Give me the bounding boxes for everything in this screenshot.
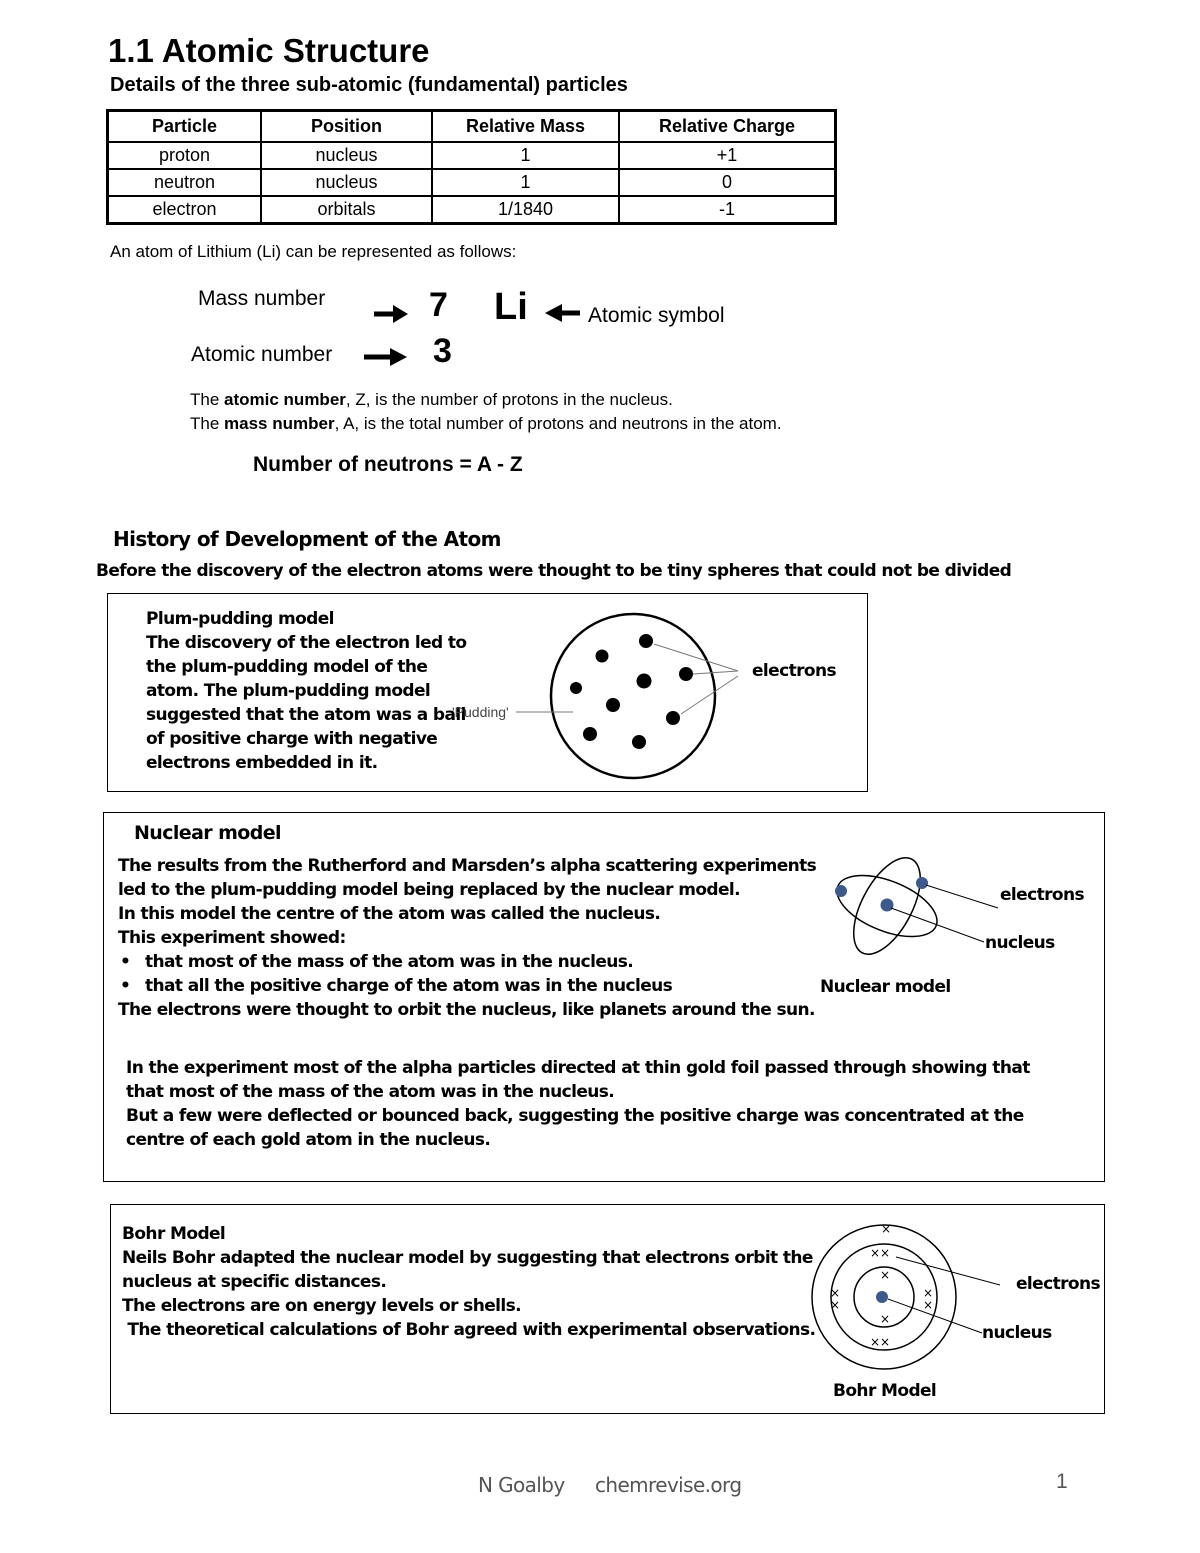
neutron-equation: Number of neutrons = A - Z xyxy=(253,453,523,476)
electron-dot xyxy=(835,885,847,897)
lithium-arrows xyxy=(0,0,1200,400)
svg-text:××: ×× xyxy=(869,1335,891,1349)
table-cell: 1 xyxy=(432,169,619,196)
atomic-number-label: Atomic number xyxy=(191,343,333,366)
nuclear-model-title: Nuclear model xyxy=(134,822,281,844)
atomic-symbol-label: Atomic symbol xyxy=(588,304,725,327)
table-cell: nucleus xyxy=(261,142,432,169)
table-cell: +1 xyxy=(619,142,836,169)
pointer-line xyxy=(888,1299,982,1333)
svg-text:××: ×× xyxy=(869,1246,891,1260)
atom-outline xyxy=(551,614,715,778)
pointer-line xyxy=(926,885,998,908)
page-subtitle: Details of the three sub-atomic (fundamental) particles xyxy=(110,74,628,96)
bohr-model-caption: Bohr Model xyxy=(833,1381,937,1401)
plum-pudding-diagram xyxy=(440,600,860,790)
column-header: Position xyxy=(261,111,432,143)
table-cell: electron xyxy=(108,196,262,224)
svg-text:×: × xyxy=(880,1222,892,1236)
electrons-label: electrons xyxy=(752,661,836,681)
page-number: 1 xyxy=(1056,1470,1068,1493)
nuclear-model-text: The results from the Rutherford and Marsden’s alpha scattering experiments led to the plum-pudding model being replaced by the nuclear model. In this model the centre of the atom was called the nucleus. This experiment showed: • that most of the mass of the atom was in the nucleus. • that all the positive charge of the atom was in the nucleus The electrons were thought to orbit the nucleus, like planets around the sun. xyxy=(118,854,816,1022)
nuclear-model-diagram xyxy=(810,840,1010,970)
footer-author: N Goalby xyxy=(478,1473,565,1497)
bohr-model-text: Bohr Model Neils Bohr adapted the nuclear model by suggesting that electrons orbit the nucleus at specific distances. The electrons are on energy levels or shells. The theoretical calculations of Bohr agreed with experimental observations. xyxy=(122,1224,816,1340)
history-intro: Before the discovery of the electron atoms were thought to be tiny spheres that could not be divided xyxy=(96,561,1012,581)
column-header: Particle xyxy=(108,111,262,143)
arrow-left-icon xyxy=(545,304,580,322)
table-cell: nucleus xyxy=(261,169,432,196)
arrow-right-icon xyxy=(364,348,407,366)
table-cell: orbitals xyxy=(261,196,432,224)
nuclear-model-caption: Nuclear model xyxy=(820,977,951,997)
arrow-right-icon xyxy=(374,305,408,323)
nuclear-bullets xyxy=(118,950,816,998)
electrons-label: electrons xyxy=(1016,1274,1100,1294)
mass-number-value: 7 xyxy=(429,286,448,324)
table-cell: neutron xyxy=(108,169,262,196)
mass-number-definition: The mass number, A, is the total number of protons and neutrons in the atom. xyxy=(190,414,782,433)
nucleus-label: nucleus xyxy=(982,1323,1052,1343)
svg-text:×: × xyxy=(829,1298,841,1312)
atomic-number-definition: The atomic number, Z, is the number of protons in the nucleus. xyxy=(190,390,673,409)
column-header: Relative Mass xyxy=(432,111,619,143)
nucleus-label: nucleus xyxy=(985,933,1055,953)
table-cell: 1 xyxy=(432,142,619,169)
experiment-text: In the experiment most of the alpha particles directed at thin gold foil passed through showing that that most of the mass of the atom was in the nucleus. But a few were deflected or bounced back, suggesting the positive charge was concentrated at the centre of each gold atom in the nucleus. xyxy=(126,1058,1030,1150)
atomic-symbol: Li xyxy=(494,286,528,328)
nucleus-dot xyxy=(881,899,894,912)
svg-text:×: × xyxy=(922,1286,934,1300)
electron-dots xyxy=(570,634,693,749)
electron-dot xyxy=(916,877,928,889)
electron-crosses xyxy=(830,1222,933,1349)
table-cell: -1 xyxy=(619,196,836,224)
table-cell: 0 xyxy=(619,169,836,196)
page-title: 1.1 Atomic Structure xyxy=(108,32,430,69)
table-cell: 1/1840 xyxy=(432,196,619,224)
plum-pudding-text: Plum-pudding model The discovery of the electron led to the plum-pudding model of the atom. The plum-pudding model suggested that the atom was a ball of positive charge with negative electrons embedded in it. xyxy=(146,609,467,773)
svg-text:×: × xyxy=(922,1298,934,1312)
mass-number-label: Mass number xyxy=(198,287,326,310)
list-item: • that most of the mass of the atom was in the nucleus. xyxy=(118,950,816,974)
table-cell: proton xyxy=(108,142,262,169)
svg-text:×: × xyxy=(879,1268,891,1282)
electrons-label: electrons xyxy=(1000,885,1084,905)
list-item: • that all the positive charge of the atom was in the nucleus xyxy=(118,974,816,998)
footer-site: chemrevise.org xyxy=(595,1473,742,1497)
pudding-label: 'Pudding' xyxy=(452,704,509,720)
bohr-model-diagram xyxy=(800,1215,1000,1380)
svg-text:×: × xyxy=(879,1312,891,1326)
atomic-number-value: 3 xyxy=(433,332,452,370)
nucleus-dot xyxy=(876,1291,888,1303)
lithium-intro: An atom of Lithium (Li) can be represented as follows: xyxy=(110,242,517,261)
pointer-line xyxy=(896,1257,1000,1285)
column-header: Relative Charge xyxy=(619,111,836,143)
history-title: History of Development of the Atom xyxy=(113,527,501,551)
svg-text:×: × xyxy=(829,1286,841,1300)
